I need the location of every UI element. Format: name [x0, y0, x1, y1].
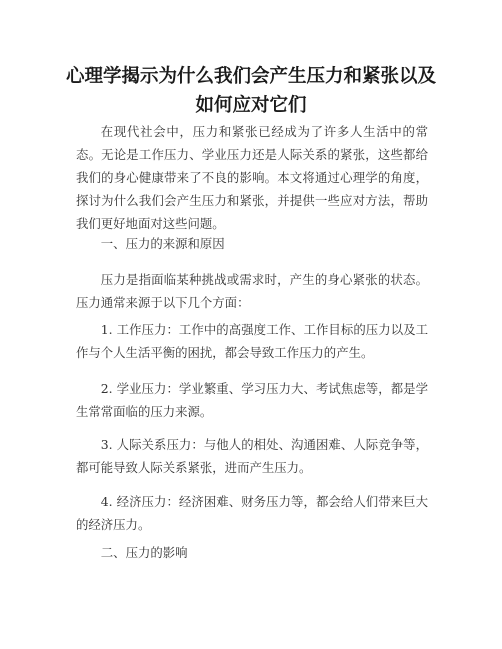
intro-paragraph: 在现代社会中，压力和紧张已经成为了许多人生活中的常态。无论是工作压力、学业压力还是人际关系的紧张，这些都给我们的身心健康带来了不良的影响。本文将通过心理学的角度，探讨为什么我们会产生压力和紧张，并提供一些应对方法，帮助我们更好地面对这些问题。 [76, 124, 428, 231]
list-item-economic-pressure: 4. 经济压力：经济困难、财务压力等，都会给人们带来巨大的经济压力。 [76, 494, 428, 532]
section-intro-paragraph: 压力是指面临某种挑战或需求时，产生的身心紧张的状态。压力通常来源于以下几个方面： [76, 272, 428, 310]
section-heading-effects: 二、压力的影响 [100, 545, 188, 560]
list-item-study-pressure: 2. 学业压力：学业繁重、学习压力大、考试焦虑等，都是学生常常面临的压力来源。 [76, 381, 428, 419]
document-title: 心理学揭示为什么我们会产生压力和紧张以及如何应对它们 [65, 66, 436, 116]
list-item-relationship-pressure: 3. 人际关系压力：与他人的相处、沟通困难、人际竞争等，都可能导致人际关系紧张，进而产生压力。 [76, 437, 428, 475]
section-heading-sources: 一、压力的来源和原因 [100, 236, 225, 251]
list-item-work-pressure: 1. 工作压力：工作中的高强度工作、工作目标的压力以及工作与个人生活平衡的困扰，都会导致工作压力的产生。 [76, 322, 428, 360]
